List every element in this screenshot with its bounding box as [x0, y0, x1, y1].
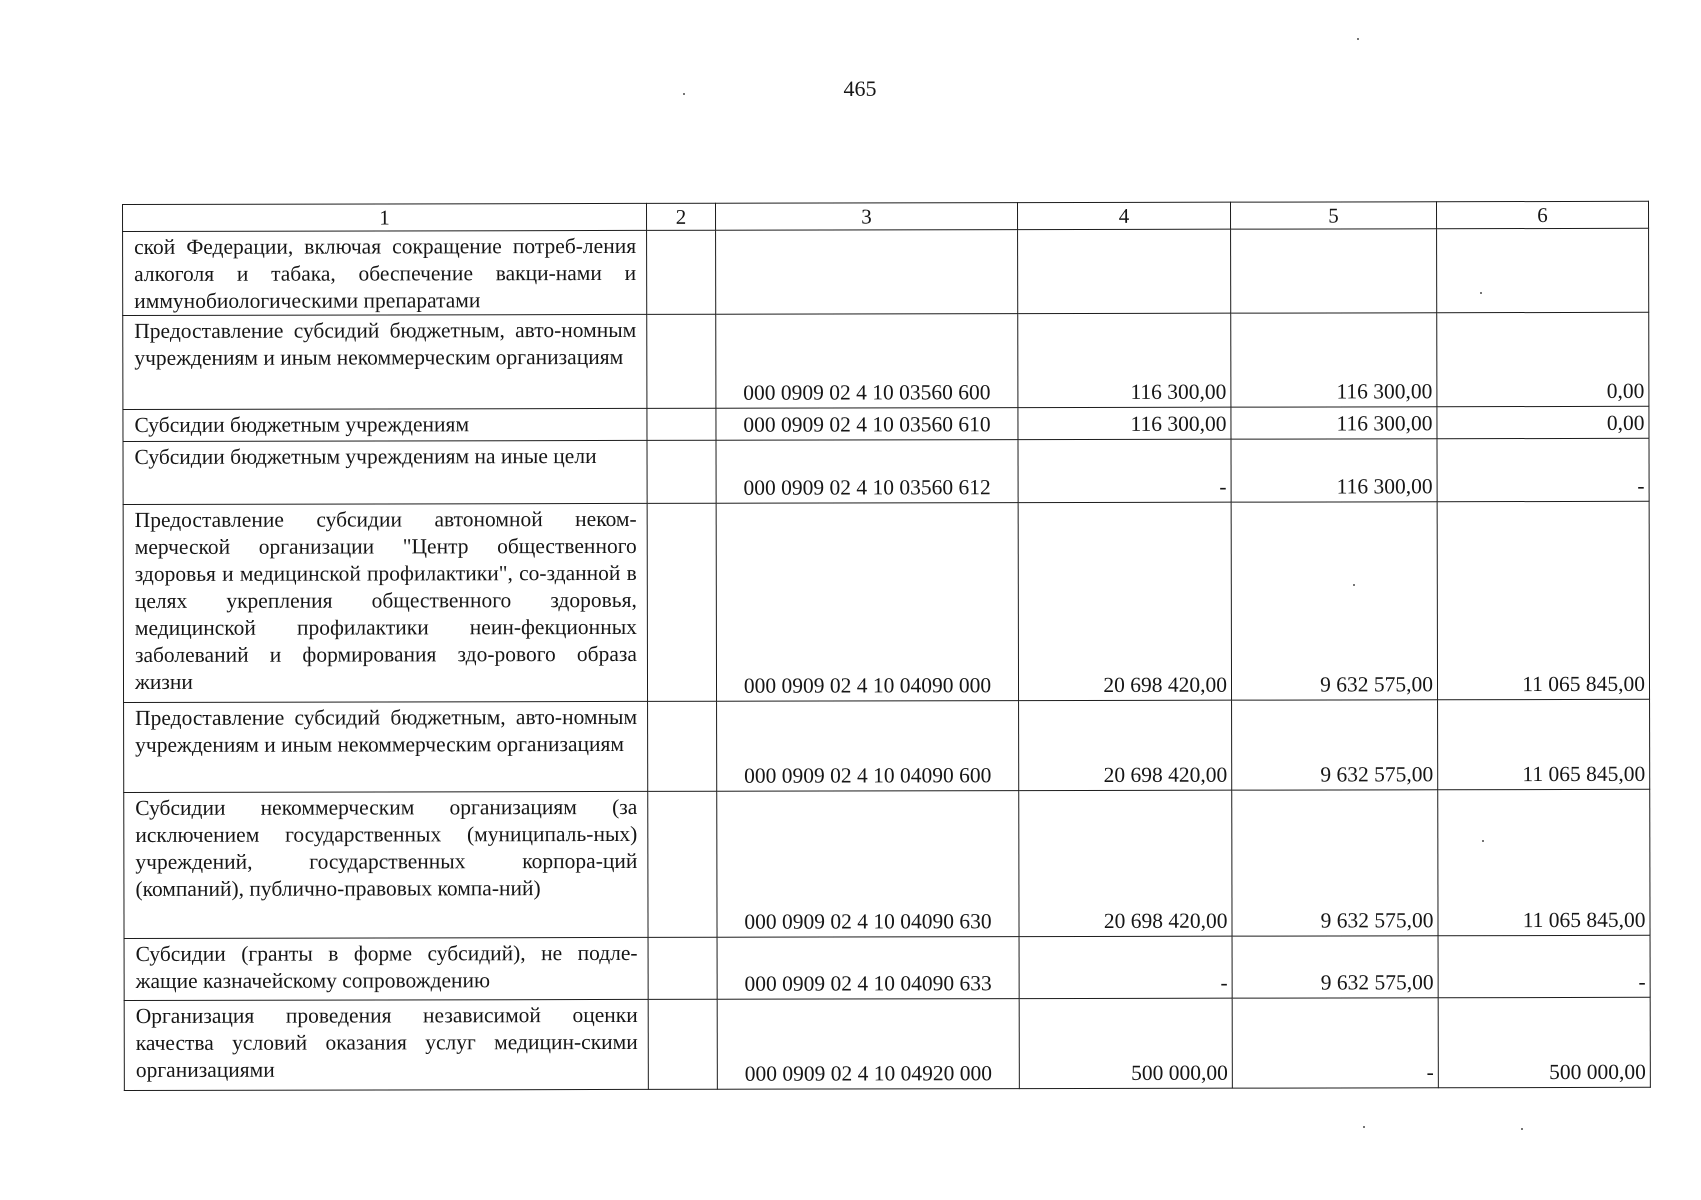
row-code: 000 0909 02 4 10 04090 000	[716, 503, 1018, 702]
row-col4: 20 698 420,00	[1019, 700, 1232, 790]
row-col4: -	[1018, 439, 1231, 502]
row-col2	[647, 503, 716, 701]
scan-speck	[1521, 1128, 1523, 1130]
row-col6: 500 000,00	[1438, 997, 1650, 1087]
row-col5: -	[1232, 998, 1438, 1088]
table-row	[124, 699, 1650, 792]
row-code: 000 0909 02 4 10 04090 633	[717, 937, 1019, 1000]
column-header-1: 1	[123, 203, 647, 231]
row-col2	[648, 999, 717, 1089]
table-row	[123, 406, 1649, 441]
row-col5: 116 300,00	[1231, 407, 1437, 439]
scan-speck	[683, 93, 685, 95]
row-col4: 20 698 420,00	[1019, 790, 1232, 936]
row-col2	[648, 791, 717, 937]
column-header-4: 4	[1017, 202, 1230, 229]
table-row	[123, 501, 1649, 702]
budget-table	[122, 201, 1651, 1091]
table-header-row	[123, 201, 1649, 231]
table-row	[123, 438, 1649, 504]
row-col4: 116 300,00	[1018, 313, 1231, 407]
row-col4	[1018, 229, 1231, 313]
row-description: Субсидии (гранты в форме субсидий), не подле-жащие казначейскому сопровождению	[124, 937, 648, 1000]
row-col5: 9 632 575,00	[1231, 502, 1437, 700]
row-col6: 11 065 845,00	[1437, 501, 1649, 699]
row-col5	[1231, 229, 1437, 313]
row-code: 000 0909 02 4 10 03560 612	[716, 440, 1018, 504]
column-header-5: 5	[1230, 202, 1436, 229]
row-description: Субсидии бюджетным учреждениям на иные цели	[123, 440, 647, 504]
row-code: 000 0909 02 4 10 03560 600	[716, 314, 1018, 409]
page-number: 465	[843, 76, 877, 101]
row-code: 000 0909 02 4 10 03560 610	[716, 408, 1018, 441]
row-col6: 0,00	[1437, 406, 1649, 438]
row-col6: -	[1438, 935, 1650, 997]
row-col2	[647, 440, 716, 503]
row-code	[716, 230, 1018, 315]
row-col6: 11 065 845,00	[1438, 699, 1650, 789]
row-col5: 9 632 575,00	[1232, 790, 1438, 936]
row-col4: -	[1019, 936, 1232, 998]
scan-speck	[1480, 292, 1482, 294]
scan-speck	[1482, 840, 1484, 842]
scan-speck	[1363, 1126, 1365, 1128]
row-col2	[647, 408, 716, 440]
table-row	[124, 789, 1650, 938]
row-description: Субсидии бюджетным учреждениям	[123, 408, 647, 441]
table-row	[123, 312, 1649, 409]
column-header-2: 2	[646, 203, 715, 230]
scan-speck	[1353, 584, 1355, 586]
row-code: 000 0909 02 4 10 04090 600	[717, 701, 1019, 792]
row-code: 000 0909 02 4 10 04090 630	[717, 791, 1019, 938]
row-col2	[647, 230, 716, 314]
row-description: Предоставление субсидии автономной неком-мерческой организации "Центр общественного здоровья и медицинской профилактики", со-зданной в целях укрепления общественного здоровья, медицинской профилактики неин-фекционных заболеваний и формирования здо-рового образа жизни	[123, 503, 647, 702]
row-col2	[647, 314, 716, 408]
row-description: Предоставление субсидий бюджетным, авто-номным учреждениям и иным некоммерческим организациям	[124, 701, 648, 792]
row-col2	[648, 701, 717, 791]
row-col5: 9 632 575,00	[1232, 700, 1438, 790]
column-header-6: 6	[1436, 201, 1648, 228]
column-header-3: 3	[715, 203, 1017, 231]
row-col5: 9 632 575,00	[1232, 936, 1438, 998]
row-col2	[648, 937, 717, 999]
row-col5: 116 300,00	[1231, 313, 1437, 407]
row-description: Субсидии некоммерческим организациям (за исключением государственных (муниципаль-ных) учреждений, государственных корпора-ций (компаний), публично-правовых компа-ний)	[124, 791, 648, 938]
table-row	[124, 997, 1650, 1090]
row-description: Предоставление субсидий бюджетным, авто-номным учреждениям и иным некоммерческим организациям	[123, 314, 647, 409]
row-col6: -	[1437, 438, 1649, 501]
row-col4: 116 300,00	[1018, 407, 1231, 439]
row-description: ской Федерации, включая сокращение потреб-ления алкоголя и табака, обеспечение вакци-нами и иммунобиологическими препаратами	[123, 230, 647, 315]
row-col5: 116 300,00	[1231, 439, 1437, 502]
row-col4: 500 000,00	[1019, 998, 1232, 1088]
row-description: Организация проведения независимой оценки качества условий оказания услуг медицин-скими организациями	[124, 999, 648, 1090]
row-col6: 0,00	[1437, 312, 1649, 406]
row-col4: 20 698 420,00	[1018, 502, 1231, 700]
row-code: 000 0909 02 4 10 04920 000	[717, 999, 1019, 1090]
row-col6: 11 065 845,00	[1438, 789, 1650, 935]
row-col6	[1437, 228, 1649, 312]
table-row	[123, 228, 1649, 315]
scan-speck	[1357, 38, 1359, 40]
table-row	[124, 935, 1650, 1000]
